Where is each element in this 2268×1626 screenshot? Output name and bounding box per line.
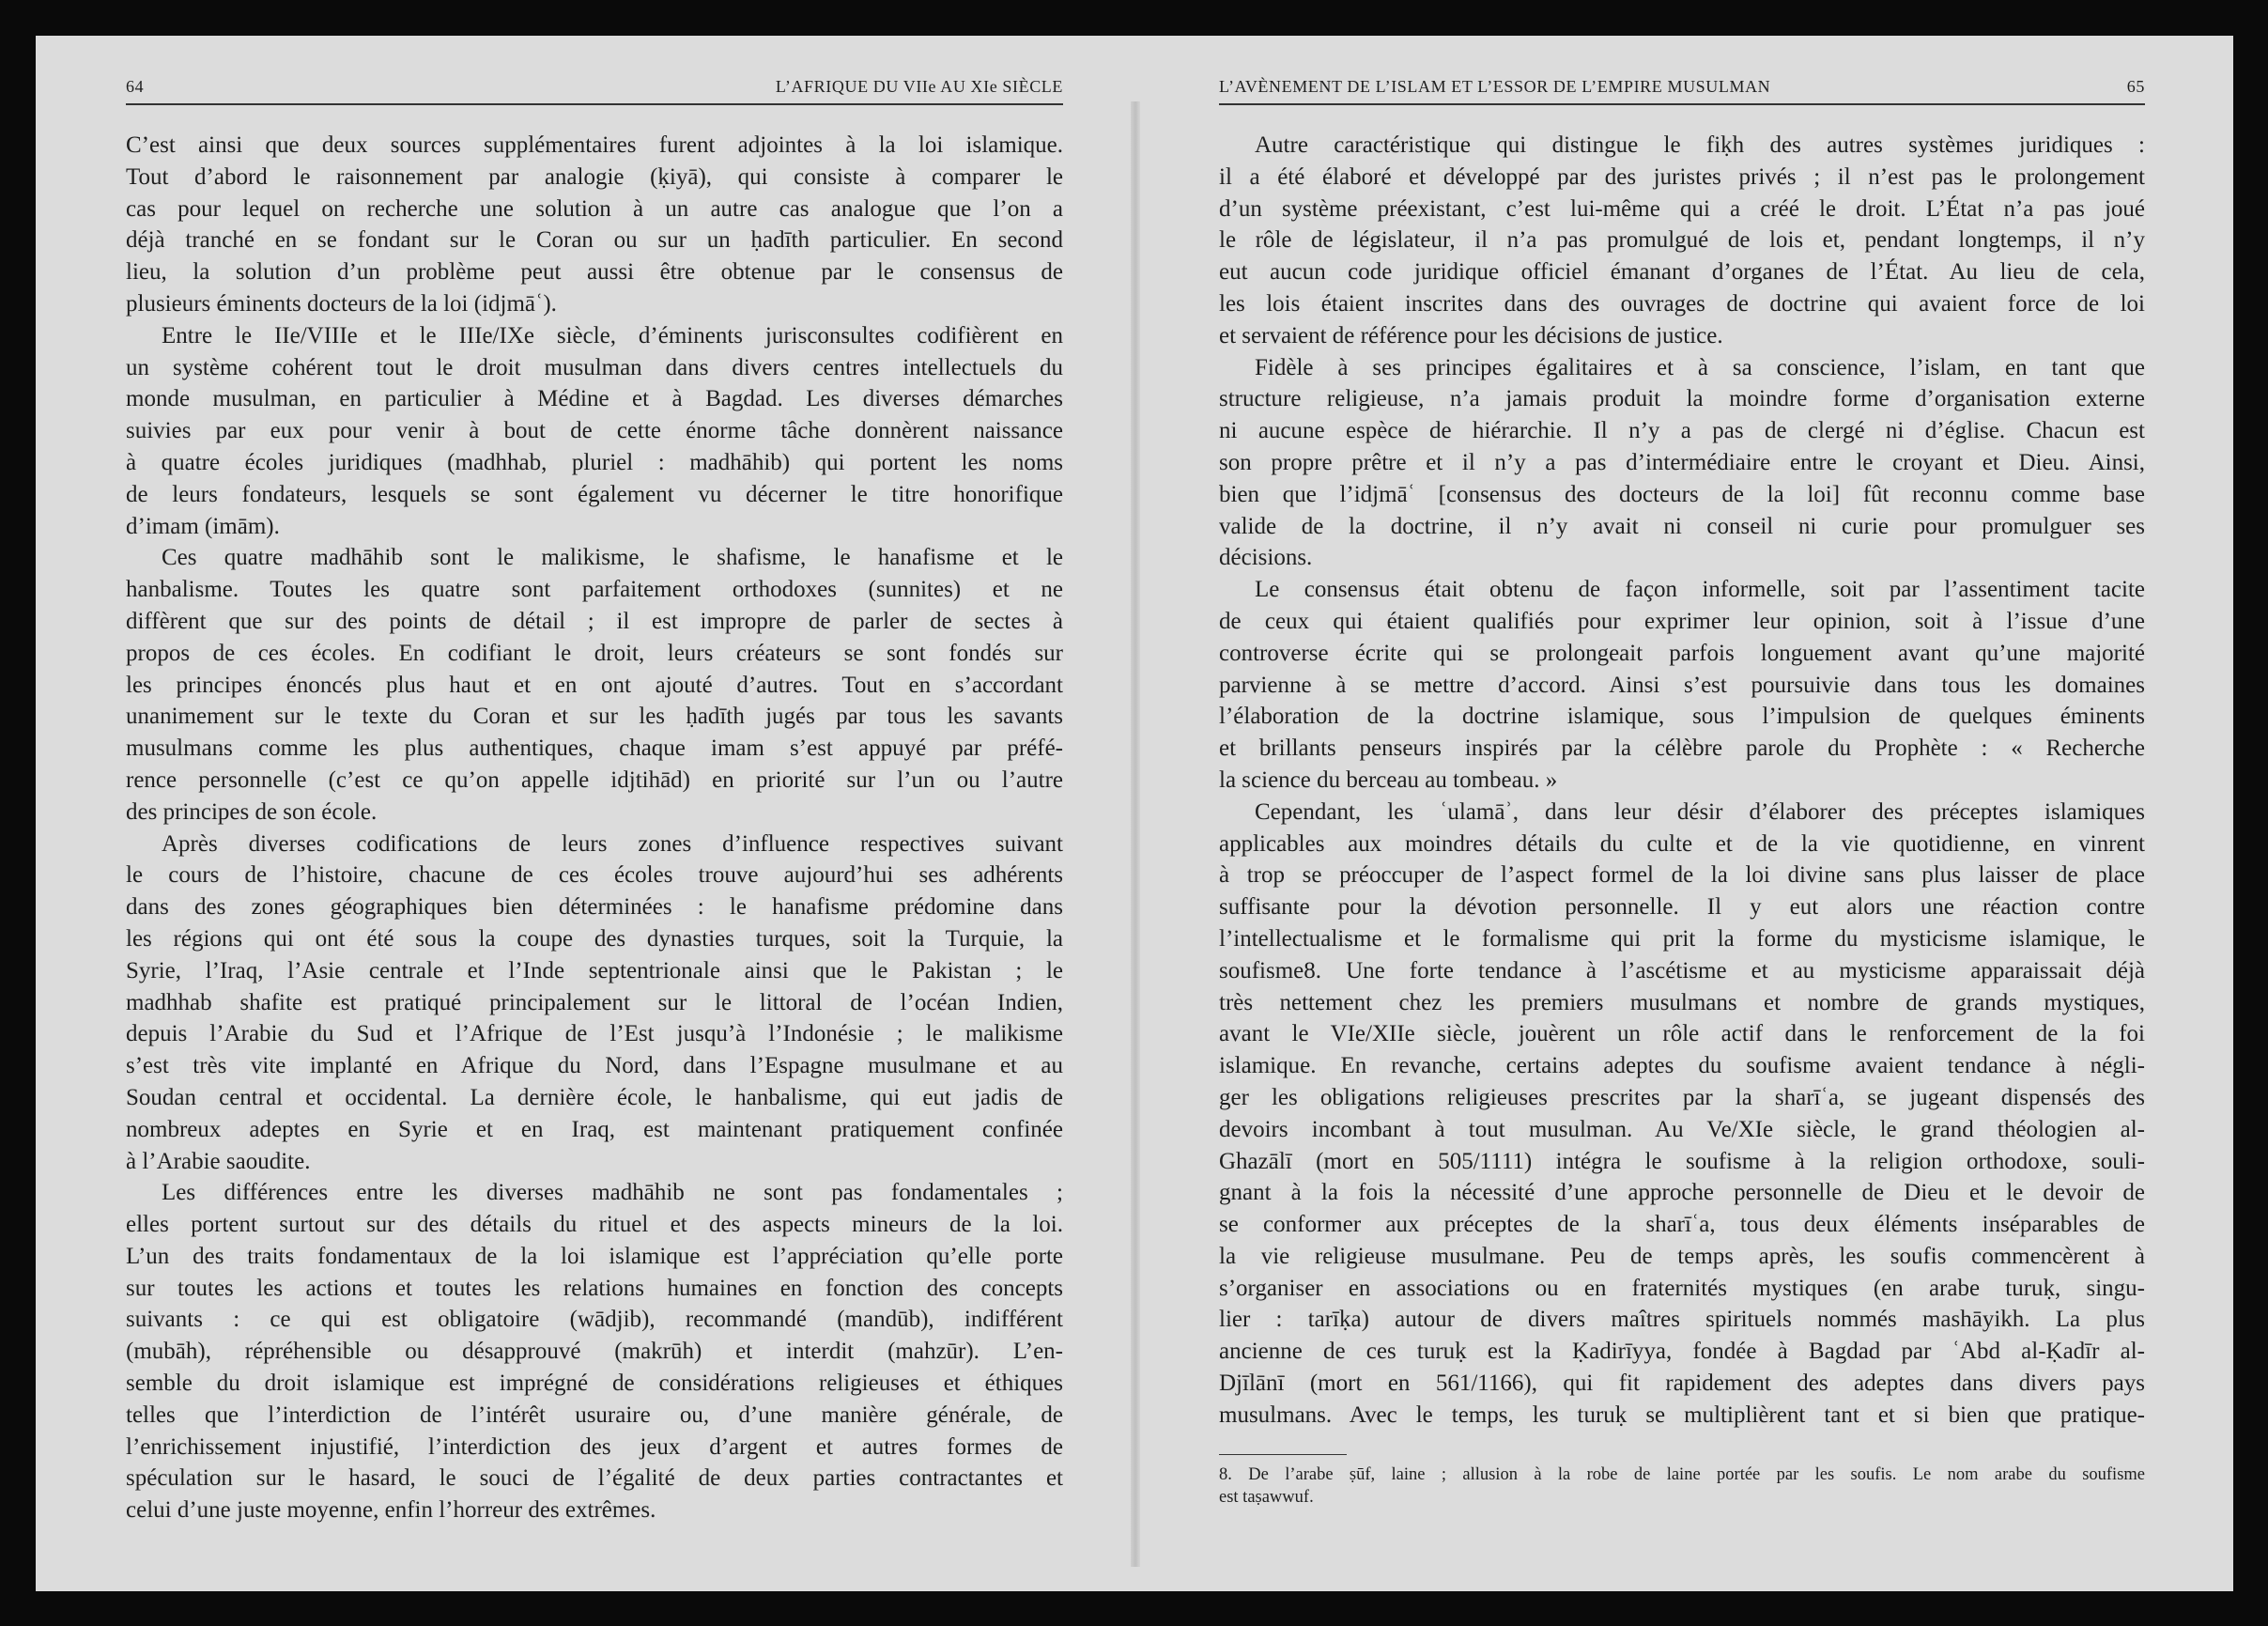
text-line: elles portent surtout sur des détails du rituel et des aspects mineurs de la loi. xyxy=(126,1212,1063,1238)
text-line: il a été élaboré et développé par des juristes privés ; il n’est pas le prolongement xyxy=(1219,163,2145,190)
text-line: se conformer aux préceptes de la sharīʿa, tous deux éléments inséparables de xyxy=(1219,1212,2145,1238)
text-line: Ces quatre madhāhib sont le malikisme, le shafisme, le hanafisme et le xyxy=(162,545,1063,571)
right-page-header xyxy=(1219,73,2145,105)
text-line: applicables aux moindres détails du culte et de la vie quotidienne, en vinrent xyxy=(1219,830,2145,857)
text-line: diffèrent que sur des points de détail ; il est impropre de parler de sectes à xyxy=(126,608,1063,634)
text-line: avant le VIe/XIIe siècle, jouèrent un rôle actif dans le renforcement de la foi xyxy=(1219,1021,2145,1047)
text-line: Les différences entre les diverses madhāhib ne sont pas fondamentales ; xyxy=(162,1180,1063,1206)
text-line: bien que l’idjmāʿ [consensus des docteurs de la loi] fût reconnu comme base xyxy=(1219,481,2145,507)
text-line: ancienne de ces turuḳ est la Ḳadirīyya, fondée à Bagdad par ʿAbd al-Ḳadīr al- xyxy=(1219,1339,2145,1365)
text-line: dans des zones géographiques bien déterminées : le hanafisme prédomine dans xyxy=(126,894,1063,921)
text-line: s’est très vite implanté en Afrique du Nord, dans l’Espagne musulmane et au xyxy=(126,1053,1063,1079)
text-line: structure religieuse, n’a jamais produit la moindre forme d’organisation externe xyxy=(1219,386,2145,412)
text-line: la science du berceau au tombeau. » xyxy=(1219,767,1558,793)
left-page-text xyxy=(126,130,1063,1526)
text-line: semble du droit islamique est imprégné de considérations religieuses et éthiques xyxy=(126,1370,1063,1397)
text-line: de ceux qui étaient qualifiés pour exprimer leur opinion, soit à l’issue d’une xyxy=(1219,608,2145,634)
text-line: d’imam (imām). xyxy=(126,513,280,539)
text-line: à trop se préoccuper de l’aspect formel de la loi divine sans plus laisser de place xyxy=(1219,862,2145,889)
text-line: L’un des traits fondamentaux de la loi islamique est l’appréciation qu’elle porte xyxy=(126,1243,1063,1269)
text-line: islamique. En revanche, certains adeptes du soufisme avaient tendance à négli- xyxy=(1219,1053,2145,1079)
text-line: madhhab shafite est pratiqué principalement sur le littoral de l’océan Indien, xyxy=(126,989,1063,1015)
text-line: musulmans comme les plus authentiques, chaque imam s’est appuyé par préfé- xyxy=(126,736,1063,762)
left-page-number: 64 xyxy=(126,77,145,96)
text-line: le cours de l’histoire, chacune de ces écoles trouve aujourd’hui ses adhérents xyxy=(126,862,1063,889)
text-line: l’enrichissement injustifié, l’interdiction des jeux d’argent et autres formes de xyxy=(126,1433,1063,1460)
text-line: musulmans. Avec le temps, les turuḳ se multiplièrent tant et si bien que pratique- xyxy=(1219,1401,2145,1428)
text-line: soufisme8. Une forte tendance à l’ascétisme et au mysticisme apparaissait déjà xyxy=(1219,957,2145,983)
text-line: des principes de son école. xyxy=(126,798,378,825)
text-line: suivants : ce qui est obligatoire (wādjib), recommandé (mandūb), indifférent xyxy=(126,1307,1063,1333)
right-page-number: 65 xyxy=(2126,77,2145,96)
text-line: décisions. xyxy=(1219,545,1313,571)
left-page-header xyxy=(126,73,1063,105)
text-line: (mubāh), répréhensible ou désapprouvé (makrūh) et interdit (mahzūr). L’en- xyxy=(126,1339,1063,1365)
text-line: devoirs incombant à tout musulman. Au Ve/XIe siècle, le grand théologien al- xyxy=(1219,1116,2145,1142)
text-line: les régions qui ont été sous la coupe des dynasties turques, soit la Turquie, la xyxy=(126,925,1063,952)
text-line: Syrie, l’Iraq, l’Asie centrale et l’Inde septentrionale ainsi que le Pakistan ; le xyxy=(126,957,1063,983)
text-line: Soudan central et occidental. La dernière école, le hanbalisme, qui eut jadis de xyxy=(126,1084,1063,1110)
text-line: et servaient de référence pour les décisions de justice. xyxy=(1219,322,1723,348)
text-line: cas pour lequel on recherche une solution à un autre cas analogue que l’on a xyxy=(126,195,1063,222)
text-line: suivies par eux pour venir à bout de cette énorme tâche donnèrent naissance xyxy=(126,418,1063,444)
text-line: propos de ces écoles. En codifiant le droit, leurs créateurs se sont fondés sur xyxy=(126,640,1063,666)
text-line: gnant à la fois la nécessité d’une approche personnelle de Dieu et le devoir de xyxy=(1219,1180,2145,1206)
text-line: unanimement sur le texte du Coran et sur les ḥadīth jugés par tous les savants xyxy=(126,704,1063,730)
footnote-line: est taṣawwuf. xyxy=(1219,1488,1314,1507)
text-line: controverse écrite qui se prolongeait parfois longuement avant qu’une majorité xyxy=(1219,640,2145,666)
text-line: spéculation sur le hasard, le souci de l’égalité de deux parties contractantes et xyxy=(126,1465,1063,1492)
text-line: le rôle de législateur, il n’a pas promulgué de lois et, pendant longtemps, il n’y xyxy=(1219,227,2145,254)
text-line: les principes énoncés plus haut et en ont ajouté d’autres. Tout en s’accordant xyxy=(126,672,1063,698)
text-line: Cependant, les ʿulamāʾ, dans leur désir d’élaborer des préceptes islamiques xyxy=(1255,798,2145,825)
text-line: Fidèle à ses principes égalitaires et à sa conscience, l’islam, en tant que xyxy=(1255,354,2145,380)
text-line: nombreux adeptes en Syrie et en Iraq, est maintenant pratiquement confinée xyxy=(126,1116,1063,1142)
footnote-rule xyxy=(1219,1454,1347,1455)
text-line: et brillants penseurs inspirés par la célèbre parole du Prophète : « Recherche xyxy=(1219,736,2145,762)
text-line: Après diverses codifications de leurs zones d’influence respectives suivant xyxy=(162,830,1063,857)
text-line: l’intellectualisme et le formalisme qui prit la forme du mysticisme islamique, le xyxy=(1219,925,2145,952)
text-line: à quatre écoles juridiques (madhhab, pluriel : madhāhib) qui portent les noms xyxy=(126,449,1063,475)
text-line: son propre prêtre et il n’y a pas d’intermédiaire entre le croyant et Dieu. Ainsi, xyxy=(1219,449,2145,475)
text-line: C’est ainsi que deux sources supplémentaires furent adjointes à la loi islamique. xyxy=(126,132,1063,158)
right-running-title: L’AVÈNEMENT DE L’ISLAM ET L’ESSOR DE L’EMPIRE MUSULMAN xyxy=(1219,77,1771,96)
scanned-book-spread xyxy=(36,36,2233,1591)
text-line: lier : tarīḳa) autour de divers maîtres spirituels nommés mashāyikh. La plus xyxy=(1219,1307,2145,1333)
text-line: Autre caractéristique qui distingue le fiḳh des autres systèmes juridiques : xyxy=(1255,132,2145,158)
text-line: Entre le IIe/VIIIe et le IIIe/IXe siècle, d’éminents jurisconsultes codifièrent en xyxy=(162,322,1063,348)
text-line: Djīlānī (mort en 561/1166), qui fit rapidement des adeptes dans divers pays xyxy=(1219,1370,2145,1397)
text-line: Tout d’abord le raisonnement par analogie (ḳiyā), qui consiste à comparer le xyxy=(126,163,1063,190)
text-line: sur toutes les actions et toutes les relations humaines en fonction des concepts xyxy=(126,1275,1063,1301)
text-line: valide de la doctrine, il n’y avait ni conseil ni curie pour promulguer ses xyxy=(1219,513,2145,539)
text-line: de leurs fondateurs, lesquels se sont également vu décerner le titre honorifique xyxy=(126,481,1063,507)
right-page-text xyxy=(1219,130,2145,1432)
text-line: Ghazālī (mort en 505/1111) intégra le soufisme à la religion orthodoxe, souli- xyxy=(1219,1148,2145,1174)
text-line: suffisante pour la dévotion personnelle. Il y eut alors une réaction contre xyxy=(1219,894,2145,921)
footnote xyxy=(1219,1463,2145,1509)
left-running-title: L’AFRIQUE DU VIIe AU XIe SIÈCLE xyxy=(775,77,1063,96)
text-line: ger les obligations religieuses prescrites par la sharīʿa, se jugeant dispensés des xyxy=(1219,1084,2145,1110)
text-line: parvienne à se mettre d’accord. Ainsi s’est poursuivie dans tous les domaines xyxy=(1219,672,2145,698)
text-line: d’un système préexistant, c’est lui-même qui a créé le droit. L’État n’a pas joué xyxy=(1219,195,2145,222)
text-line: la vie religieuse musulmane. Peu de temps après, les soufis commencèrent à xyxy=(1219,1243,2145,1269)
text-line: l’élaboration de la doctrine islamique, sous l’impulsion de quelques éminents xyxy=(1219,704,2145,730)
right-page xyxy=(1136,36,2233,1591)
text-line: très nettement chez les premiers musulmans et nombre de grands mystiques, xyxy=(1219,989,2145,1015)
left-page xyxy=(36,36,1136,1591)
text-line: celui d’une juste moyenne, enfin l’horreur des extrêmes. xyxy=(126,1497,656,1524)
text-line: un système cohérent tout le droit musulman dans divers centres intellectuels du xyxy=(126,354,1063,380)
footnote-line: 8. De l’arabe ṣūf, laine ; allusion à la robe de laine portée par les soufis. Le nom arabe du soufisme xyxy=(1219,1465,2145,1484)
text-line: hanbalisme. Toutes les quatre sont parfaitement orthodoxes (sunnites) et ne xyxy=(126,577,1063,603)
text-line: à l’Arabie saoudite. xyxy=(126,1148,311,1174)
text-line: rence personnelle (c’est ce qu’on appelle idjtihād) en priorité sur l’un ou l’autre xyxy=(126,767,1063,793)
text-line: telles que l’interdiction de l’intérêt usuraire ou, d’une manière générale, de xyxy=(126,1401,1063,1428)
text-line: monde musulman, en particulier à Médine et à Bagdad. Les diverses démarches xyxy=(126,386,1063,412)
text-line: les lois étaient inscrites dans des ouvrages de doctrine qui avaient force de loi xyxy=(1219,290,2145,317)
text-line: plusieurs éminents docteurs de la loi (idjmāʿ). xyxy=(126,290,557,317)
text-line: s’organiser en associations ou en fraternités mystiques (en arabe turuḳ, singu- xyxy=(1219,1275,2145,1301)
text-line: lieu, la solution d’un problème peut aussi être obtenue par le consensus de xyxy=(126,259,1063,286)
text-line: eut aucun code juridique officiel émanant d’organes de l’État. Au lieu de cela, xyxy=(1219,259,2145,286)
text-line: Le consensus était obtenu de façon informelle, soit par l’assentiment tacite xyxy=(1255,577,2145,603)
text-line: ni aucune espèce de hiérarchie. Il n’y a pas de clergé ni d’église. Chacun est xyxy=(1219,418,2145,444)
text-line: déjà tranché en se fondant sur le Coran ou sur un ḥadīth particulier. En second xyxy=(126,227,1063,254)
text-line: depuis l’Arabie du Sud et l’Afrique de l’Est jusqu’à l’Indonésie ; le malikisme xyxy=(126,1021,1063,1047)
